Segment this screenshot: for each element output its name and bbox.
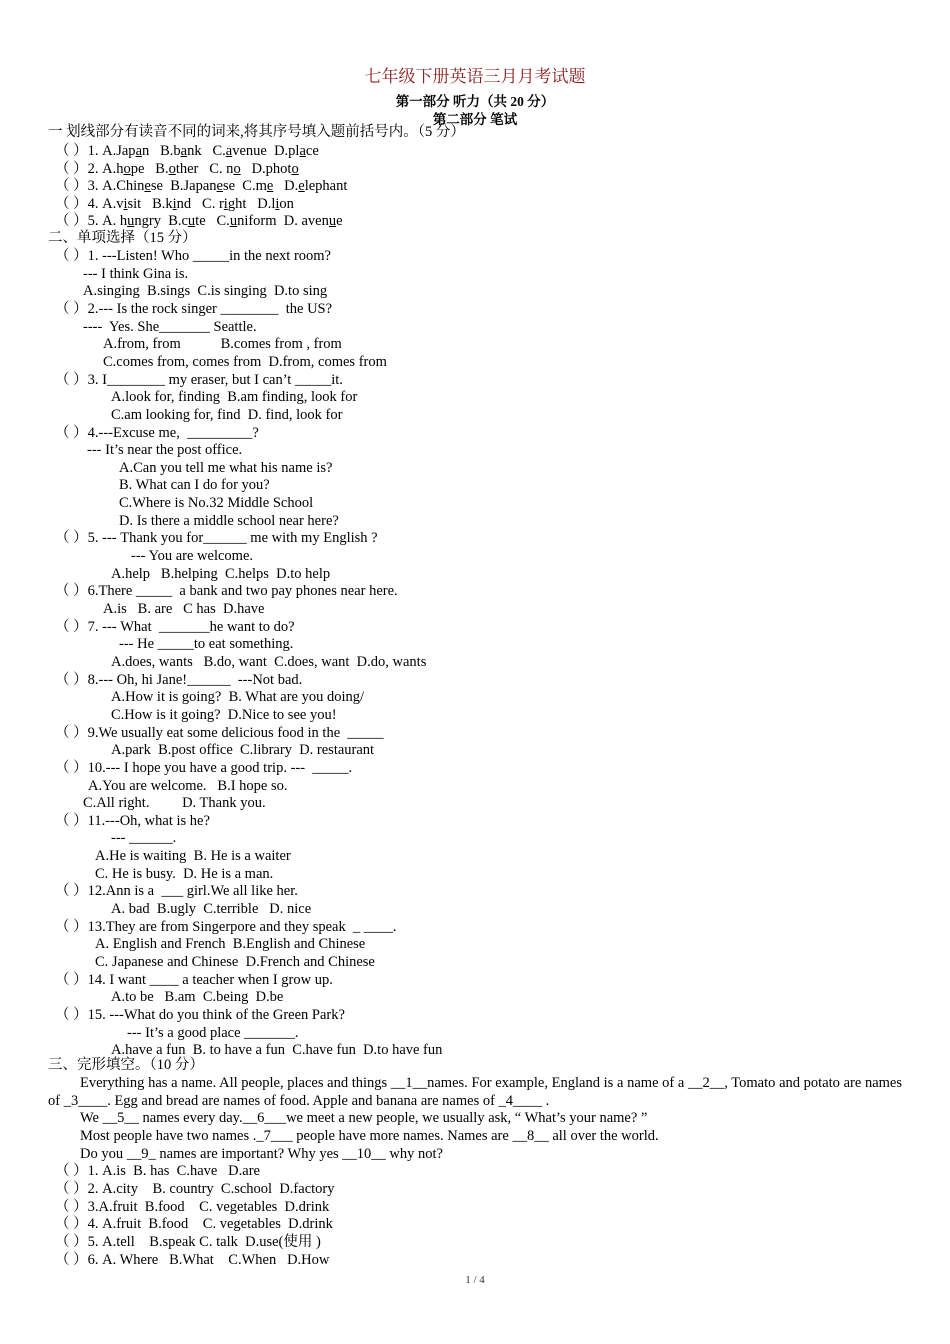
phonics-question xyxy=(55,161,299,178)
question-text: e xyxy=(336,213,343,230)
question-stem: （ ）7. --- What _______he want to do? xyxy=(55,618,295,635)
question-line: A.How it is going? B. What are you doing/ xyxy=(111,689,365,706)
question-line: A.singing B.sings C.is singing D.to sing xyxy=(83,283,328,300)
question-text: niform D. aven xyxy=(237,213,329,230)
question-stem: （ ）1. ---Listen! Who _____in the next room? xyxy=(55,248,331,264)
underlined-letter: o xyxy=(123,160,131,177)
question-text: n B.b xyxy=(142,143,181,159)
question-stem: （ ）3. I________ my eraser, but I can’t _____it. xyxy=(55,371,343,388)
question-line: A.You are welcome. B.I hope so. xyxy=(88,777,288,794)
question-text: on xyxy=(279,195,294,212)
question-text: nd C. r xyxy=(176,195,224,212)
page-number: 1 / 4 xyxy=(465,1274,485,1286)
question-line: C.comes from, comes from D.from, comes from xyxy=(103,353,387,370)
question-text: te C. xyxy=(195,213,230,230)
cloze-paragraph-1: Everything has a name. All people, places and things __1__names. For example, England is a name of a __2__, Tomato and potato are names of _3____. Egg and bread are names of food. Apple and banana are names of _4____ . xyxy=(48,1075,902,1109)
question-line: A.does, wants B.do, want C.does, want D.do, wants xyxy=(111,653,427,670)
question-stem: （ ）14. I want ____ a teacher when I grow up. xyxy=(55,971,333,988)
question-stem: （ ）2.--- Is the rock singer ________ the US? xyxy=(55,300,333,317)
question-line: C.How is it going? D.Nice to see you! xyxy=(111,706,337,723)
question-text: nk C. xyxy=(187,143,226,159)
question-stem: （ ）6.There _____ a bank and two pay phones near here. xyxy=(55,583,398,600)
question-line: --- You are welcome. xyxy=(131,548,254,565)
question-text: ther C. n xyxy=(175,160,234,177)
underlined-letter: a xyxy=(180,143,188,159)
question-text: pe B. xyxy=(130,160,169,177)
question-stem: （ ）11.---Oh, what is he? xyxy=(55,812,210,829)
underlined-letter: i xyxy=(172,195,177,212)
question-line: --- He _____to eat something. xyxy=(119,636,294,653)
cloze-option: （ ）1. A.is B. has C.have D.are xyxy=(55,1163,260,1179)
question-stem: （ ）13.They are from Singerpore and they speak _ ____. xyxy=(55,918,397,935)
question-stem: （ ）8.--- Oh, hi Jane!______ ---Not bad. xyxy=(55,671,303,688)
cloze-option: （ ）6. A. Where B.What C.When D.How xyxy=(55,1252,330,1268)
question-line: C.am looking for, find D. find, look for xyxy=(111,406,343,423)
question-text: （ ）2. A.h xyxy=(55,160,124,177)
underlined-letter: e xyxy=(266,178,274,195)
question-text: se B.Japan xyxy=(150,178,217,195)
question-line: A.help B.helping C.helps D.to help xyxy=(111,565,331,582)
underlined-letter: o xyxy=(168,160,176,177)
section1-heading: 一 划线部分有读音不同的词来,将其序号填入题前括号内。（5 分） xyxy=(48,124,465,140)
question-line: C.Where is No.32 Middle School xyxy=(119,495,314,512)
phonics-question xyxy=(55,213,343,230)
question-text: （ ）3. A.Chin xyxy=(55,178,145,195)
phonics-question xyxy=(55,178,347,195)
question-line: A.He is waiting B. He is a waiter xyxy=(95,848,291,865)
cloze-option: （ ）3.A.fruit B.food C. vegetables D.drink xyxy=(55,1198,330,1215)
underlined-letter: a xyxy=(299,143,306,159)
underlined-letter: a xyxy=(135,143,142,159)
question-text: （ ）1. A.Jap xyxy=(55,143,136,159)
underlined-letter: i xyxy=(275,195,280,212)
underlined-letter: o xyxy=(233,160,241,177)
question-line: A.to be B.am C.being D.be xyxy=(111,989,284,1006)
question-text: sit B.k xyxy=(127,195,173,212)
question-line: C. Japanese and Chinese D.French and Chinese xyxy=(95,954,375,970)
phonics-question xyxy=(55,196,294,213)
question-line: --- It’s near the post office. xyxy=(87,442,243,459)
question-text: ngry B.c xyxy=(134,213,188,230)
question-line: --- It’s a good place _______. xyxy=(127,1024,299,1041)
question-line: --- I think Gina is. xyxy=(83,265,189,282)
question-line: A.have a fun B. to have a fun C.have fun D.to have fun xyxy=(111,1042,443,1059)
cloze-option: （ ）4. A.fruit B.food C. vegetables D.drink xyxy=(55,1216,333,1233)
underlined-letter: u xyxy=(127,213,135,230)
exam-title: 七年级下册英语三月月考试题 xyxy=(364,67,586,86)
underlined-letter: a xyxy=(225,143,233,159)
part2-heading: 第二部分 笔试 xyxy=(432,112,518,127)
underlined-letter: i xyxy=(223,195,228,212)
question-stem: （ ）5. --- Thank you for______ me with my English ? xyxy=(55,530,378,547)
question-line: B. What can I do for you? xyxy=(119,477,270,494)
question-stem: （ ）4.---Excuse me, _________? xyxy=(55,424,259,441)
cloze-option: （ ）5. A.tell B.speak C. talk D.use(使用 ) xyxy=(55,1234,321,1251)
underlined-letter: e xyxy=(144,178,151,195)
question-line: C. He is busy. D. He is a man. xyxy=(95,865,274,882)
underlined-letter: o xyxy=(291,160,299,177)
question-line: A.park B.post office C.library D. restaurant xyxy=(111,742,375,759)
question-text: lephant xyxy=(304,178,348,195)
underlined-letter: e xyxy=(298,178,305,195)
question-line: A.is B. are C has D.have xyxy=(103,601,265,617)
question-stem: （ ）15. ---What do you think of the Green Park? xyxy=(55,1006,345,1023)
question-text: se C.m xyxy=(222,178,267,195)
question-line: A. bad B.ugly C.terrible D. nice xyxy=(111,901,312,918)
question-line: ---- Yes. She_______ Seattle. xyxy=(83,318,257,335)
question-text: （ ）4. A.v xyxy=(55,195,124,212)
cloze-paragraph-2: We __5__ names every day.__6___we meet a new people, we usually ask, “ What’s your name? ” xyxy=(80,1110,648,1126)
cloze-paragraph-3: Most people have two names ._7___ people have more names. Names are __8__ all over the world. xyxy=(80,1128,659,1144)
question-line: A.look for, finding B.am finding, look for xyxy=(111,389,358,406)
section3-heading: 三、完形填空。（10 分） xyxy=(48,1057,204,1073)
underlined-letter: u xyxy=(229,213,238,230)
part1-heading: 第一部分 听力（共 20 分） xyxy=(395,94,555,109)
question-text: ce xyxy=(305,143,319,159)
question-text: D. xyxy=(273,178,299,195)
question-text: ght D.l xyxy=(227,195,276,212)
question-text: （ ）5. A. h xyxy=(55,213,128,230)
section2-heading: 二、单项选择（15 分） xyxy=(48,230,197,246)
underlined-letter: u xyxy=(187,213,196,230)
underlined-letter: i xyxy=(123,195,128,212)
question-stem: （ ）9.We usually eat some delicious food in the _____ xyxy=(55,724,384,741)
question-line: A. English and French B.English and Chinese xyxy=(95,936,366,953)
underlined-letter: u xyxy=(328,213,337,230)
question-text: D.phot xyxy=(240,160,292,177)
question-text: venue D.pl xyxy=(232,143,300,159)
phonics-question xyxy=(55,143,319,160)
question-stem: （ ）12.Ann is a ___ girl.We all like her. xyxy=(55,883,298,900)
underlined-letter: e xyxy=(216,178,223,195)
question-line: A.from, from B.comes from , from xyxy=(103,336,342,353)
question-line: D. Is there a middle school near here? xyxy=(119,512,339,529)
question-line: A.Can you tell me what his name is? xyxy=(119,459,333,476)
question-line: C.All right. D. Thank you. xyxy=(83,795,266,812)
cloze-paragraph-4: Do you __9_ names are important? Why yes __10__ why not? xyxy=(80,1146,443,1162)
question-line: --- ______. xyxy=(111,830,177,847)
cloze-option: （ ）2. A.city B. country C.school D.factory xyxy=(55,1180,335,1197)
question-stem: （ ）10.--- I hope you have a good trip. --- _____. xyxy=(55,759,353,776)
